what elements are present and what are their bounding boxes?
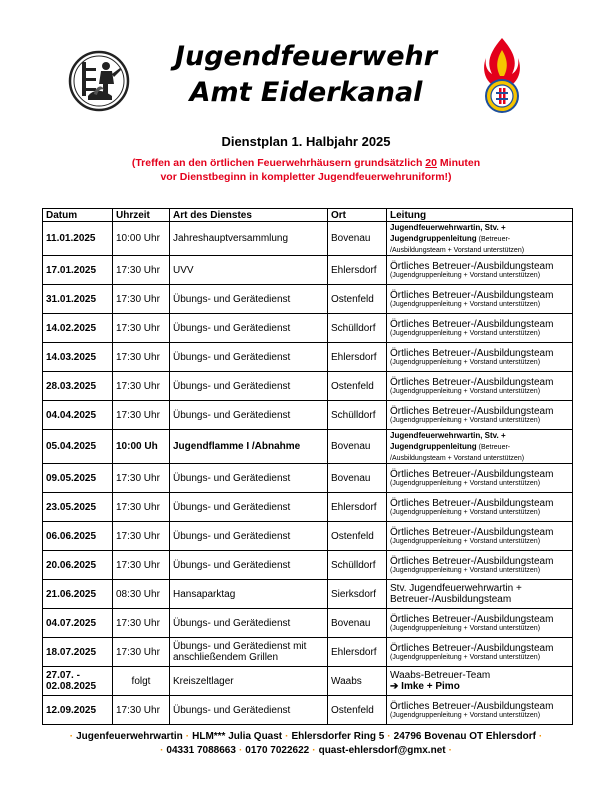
lead-small-text-2: (Betreuer- (476, 236, 511, 243)
cell-time: 17:30 Uhr (113, 609, 170, 638)
lead-small-text-3: /Ausbildungsteam + Vorstand unterstützen) (390, 247, 525, 254)
table-row (43, 372, 573, 401)
cell-service: Jugendflamme I /Abnahme (170, 430, 328, 464)
table-row (43, 285, 573, 314)
cell-service: Übungs- und Gerätedienst (170, 493, 328, 522)
notice-text-3: vor Dienstbeginn in kompletter Jugendfeuerwehruniform!) (160, 171, 452, 183)
footer-item: 24796 Bovenau OT Ehlersdorf (393, 731, 536, 742)
cell-place: Ostenfeld (328, 372, 387, 401)
table-row (43, 493, 573, 522)
footer-item: Jugenfeuerwehrwartin (76, 731, 183, 742)
cell-time: 17:30 Uhr (113, 401, 170, 430)
table-header-row (43, 209, 573, 222)
header-date: Datum (43, 209, 113, 222)
cell-time: 17:30 Uhr (113, 493, 170, 522)
cell-service: Übungs- und Gerätedienst (170, 464, 328, 493)
cell-service: Übungs- und Gerätedienst (170, 551, 328, 580)
cell-place: Ehlersdorf (328, 256, 387, 285)
cell-time: 17:30 Uhr (113, 372, 170, 401)
cell-service: Übungs- und Gerätedienst (170, 609, 328, 638)
table-row (43, 580, 573, 609)
lead-main-text: Örtliches Betreuer-/Ausbildungsteam (390, 260, 554, 272)
table-row (43, 638, 573, 667)
cell-lead (387, 256, 573, 285)
separator-dot: · (238, 745, 243, 756)
lead-line-1: Waabs-Betreuer-Team (390, 670, 491, 681)
lead-sub-text: (Jugendgruppenleitung + Vorstand unterstützen) (390, 387, 541, 395)
schedule-subtitle: Dienstplan 1. Halbjahr 2025 (221, 134, 391, 149)
cell-time: 17:30 Uhr (113, 638, 170, 667)
lead-main-text: Örtliches Betreuer-/Ausbildungsteam (390, 613, 554, 625)
cell-lead (387, 372, 573, 401)
footer-item: 04331 7088663 (166, 745, 236, 756)
table-row (43, 464, 573, 493)
cell-time: 08:30 Uhr (113, 580, 170, 609)
cell-time: 17:30 Uhr (113, 314, 170, 343)
cell-service: Jahreshauptversammlung (170, 222, 328, 256)
cell-lead (387, 222, 573, 256)
cell-service: Übungs- und Gerätedienst (170, 343, 328, 372)
cell-date: 17.01.2025 (43, 256, 113, 285)
cell-service: Übungs- und Gerätedienst mit anschließendem Grillen (170, 638, 328, 667)
lead-line-2: Imke + Pimo (401, 681, 460, 692)
cell-lead (387, 522, 573, 551)
cell-place: Bovenau (328, 430, 387, 464)
cell-service: Kreiszeltlager (170, 667, 328, 696)
cell-service: Übungs- und Gerätedienst (170, 696, 328, 725)
lead-main-text: Örtliches Betreuer-/Ausbildungsteam (390, 405, 554, 417)
table-row (43, 314, 573, 343)
cell-date: 23.05.2025 (43, 493, 113, 522)
cell-time: 10:00 Uhr (113, 222, 170, 256)
separator-dot: · (69, 731, 74, 742)
cell-place: Schülldorf (328, 401, 387, 430)
header-place: Ort (328, 209, 387, 222)
cell-place: Ostenfeld (328, 285, 387, 314)
separator-dot: · (448, 745, 452, 756)
cell-service: UVV (170, 256, 328, 285)
cell-lead (387, 696, 573, 725)
separator-dot: · (185, 731, 190, 742)
cell-time: 17:30 Uhr (113, 464, 170, 493)
cell-place: Schülldorf (328, 314, 387, 343)
table-row (43, 667, 573, 696)
lead-main-text: Örtliches Betreuer-/Ausbildungsteam (390, 347, 554, 359)
lead-sub-text: (Jugendgruppenleitung + Vorstand unterstützen) (390, 416, 541, 424)
header-time: Uhrzeit (113, 209, 170, 222)
cell-service: Hansaparktag (170, 580, 328, 609)
lead-line-1: Stv. Jugendfeuerwehrwartin + (390, 583, 522, 594)
lead-main-text: Örtliches Betreuer-/Ausbildungsteam (390, 497, 554, 509)
cell-time: 17:30 Uhr (113, 696, 170, 725)
lead-sub-text: (Jugendgruppenleitung + Vorstand unterstützen) (390, 537, 541, 545)
lead-main-text: Örtliches Betreuer-/Ausbildungsteam (390, 700, 554, 712)
cell-date: 04.07.2025 (43, 609, 113, 638)
cell-lead (387, 580, 573, 609)
cell-date: 21.06.2025 (43, 580, 113, 609)
cell-place: Ostenfeld (328, 522, 387, 551)
cell-place: Bovenau (328, 464, 387, 493)
lead-sub-text: (Jugendgruppenleitung + Vorstand unterstützen) (390, 711, 541, 719)
lead-sub-text: (Jugendgruppenleitung + Vorstand unterstützen) (390, 358, 541, 366)
cell-date: 05.04.2025 (43, 430, 113, 464)
lead-sub-text: (Jugendgruppenleitung + Vorstand unterstützen) (390, 300, 541, 308)
cell-date: 31.01.2025 (43, 285, 113, 314)
cell-service: Übungs- und Gerätedienst (170, 372, 328, 401)
cell-place: Schülldorf (328, 551, 387, 580)
separator-dot: · (160, 745, 164, 756)
cell-service: Übungs- und Gerätedienst (170, 314, 328, 343)
lead-sub-text: (Jugendgruppenleitung + Vorstand unterstützen) (390, 624, 541, 632)
cell-lead (387, 493, 573, 522)
cell-date: 11.01.2025 (43, 222, 113, 256)
cell-lead (387, 464, 573, 493)
lead-sub-text: (Jugendgruppenleitung + Vorstand unterstützen) (390, 653, 541, 661)
table-row (43, 551, 573, 580)
table-row (43, 522, 573, 551)
cell-place: Waabs (328, 667, 387, 696)
cell-place: Ehlersdorf (328, 638, 387, 667)
lead-small-text-2: (Betreuer- (476, 444, 511, 451)
cell-service: Übungs- und Gerätedienst (170, 285, 328, 314)
cell-lead (387, 638, 573, 667)
cell-time: 10:00 Uh (113, 430, 170, 464)
cell-date: 14.02.2025 (43, 314, 113, 343)
lead-main-text: Örtliches Betreuer-/Ausbildungsteam (390, 526, 554, 538)
cell-time: 17:30 Uhr (113, 285, 170, 314)
fire-brigade-emblem-icon (68, 50, 130, 112)
footer-line1 (0, 731, 612, 742)
lead-main-text: Örtliches Betreuer-/Ausbildungsteam (390, 642, 554, 654)
table-row (43, 222, 573, 256)
page-title-line1: Jugendfeuerwehr (174, 41, 438, 72)
cell-lead (387, 430, 573, 464)
notice-text-1: (Treffen an den örtlichen Feuerwehrhäusern grundsätzlich (131, 157, 426, 169)
lead-bold-text-2: Jugendgruppenleitung (390, 234, 477, 243)
header-lead: Leitung (387, 209, 573, 222)
cell-lead (387, 551, 573, 580)
table-row (43, 696, 573, 725)
cell-lead (387, 314, 573, 343)
page-title-line2: Amt Eiderkanal (189, 77, 423, 108)
table-row (43, 401, 573, 430)
separator-dot: · (285, 731, 289, 742)
cell-lead (387, 401, 573, 430)
cell-lead (387, 343, 573, 372)
lead-line-2: Betreuer-/Ausbildungsteam (390, 594, 512, 605)
cell-date: 20.06.2025 (43, 551, 113, 580)
lead-bold-text-1: Jugendfeuerwehrwartin, Stv. + (390, 431, 506, 440)
lead-bold-text-1: Jugendfeuerwehrwartin, Stv. + (390, 223, 506, 232)
cell-place: Bovenau (328, 222, 387, 256)
cell-date: 04.04.2025 (43, 401, 113, 430)
cell-date: 06.06.2025 (43, 522, 113, 551)
lead-main-text: Örtliches Betreuer-/Ausbildungsteam (390, 468, 554, 480)
cell-place: Ehlersdorf (328, 343, 387, 372)
lead-small-text-3: /Ausbildungsteam + Vorstand unterstützen) (390, 455, 525, 462)
cell-time: 17:30 Uhr (113, 256, 170, 285)
cell-time: 17:30 Uhr (113, 522, 170, 551)
footer-item: HLM*** Julia Quast (192, 731, 283, 742)
table-row (43, 256, 573, 285)
cell-place: Ehlersdorf (328, 493, 387, 522)
cell-date: 09.05.2025 (43, 464, 113, 493)
notice-text-2: Minuten (436, 157, 481, 169)
cell-service: Übungs- und Gerätedienst (170, 522, 328, 551)
cell-time: folgt (113, 667, 170, 696)
cell-place: Bovenau (328, 609, 387, 638)
lead-main-text: Örtliches Betreuer-/Ausbildungsteam (390, 318, 554, 330)
separator-dot: · (312, 745, 316, 756)
separator-dot: · (387, 731, 391, 742)
lead-main-text: Örtliches Betreuer-/Ausbildungsteam (390, 555, 554, 567)
lead-main-text: Örtliches Betreuer-/Ausbildungsteam (390, 289, 554, 301)
footer-item: quast-ehlersdorf@gmx.net (318, 745, 446, 756)
cell-date: 27.07. - 02.08.2025 (43, 667, 113, 696)
meeting-notice (60, 156, 552, 184)
footer-line2 (0, 745, 612, 756)
cell-date: 14.03.2025 (43, 343, 113, 372)
table-row (43, 343, 573, 372)
lead-sub-text: (Jugendgruppenleitung + Vorstand unterstützen) (390, 566, 541, 574)
header-service: Art des Dienstes (170, 209, 328, 222)
table-row (43, 609, 573, 638)
cell-service: Übungs- und Gerätedienst (170, 401, 328, 430)
footer-item: 0170 7022622 (245, 745, 310, 756)
schedule-table (42, 208, 573, 725)
cell-place: Sierksdorf (328, 580, 387, 609)
footer-item: Ehlersdorfer Ring 5 (291, 731, 385, 742)
cell-date: 18.07.2025 (43, 638, 113, 667)
lead-main-text: Örtliches Betreuer-/Ausbildungsteam (390, 376, 554, 388)
cell-place: Ostenfeld (328, 696, 387, 725)
lead-bold-text-2: Jugendgruppenleitung (390, 442, 477, 451)
lead-sub-text: (Jugendgruppenleitung + Vorstand unterstützen) (390, 329, 541, 337)
cell-time: 17:30 Uhr (113, 551, 170, 580)
table-row (43, 430, 573, 464)
youth-fire-brigade-flame-icon (482, 36, 522, 116)
cell-lead (387, 667, 573, 696)
lead-sub-text: (Jugendgruppenleitung + Vorstand unterstützen) (390, 271, 541, 279)
notice-underlined-minutes: 20 (425, 157, 437, 169)
cell-date: 28.03.2025 (43, 372, 113, 401)
cell-time: 17:30 Uhr (113, 343, 170, 372)
cell-lead (387, 285, 573, 314)
lead-sub-text: (Jugendgruppenleitung + Vorstand unterstützen) (390, 479, 541, 487)
separator-dot: · (538, 731, 543, 742)
arrow-right-icon: ➔ (390, 681, 399, 692)
cell-lead (387, 609, 573, 638)
cell-date: 12.09.2025 (43, 696, 113, 725)
lead-sub-text: (Jugendgruppenleitung + Vorstand unterstützen) (390, 508, 541, 516)
